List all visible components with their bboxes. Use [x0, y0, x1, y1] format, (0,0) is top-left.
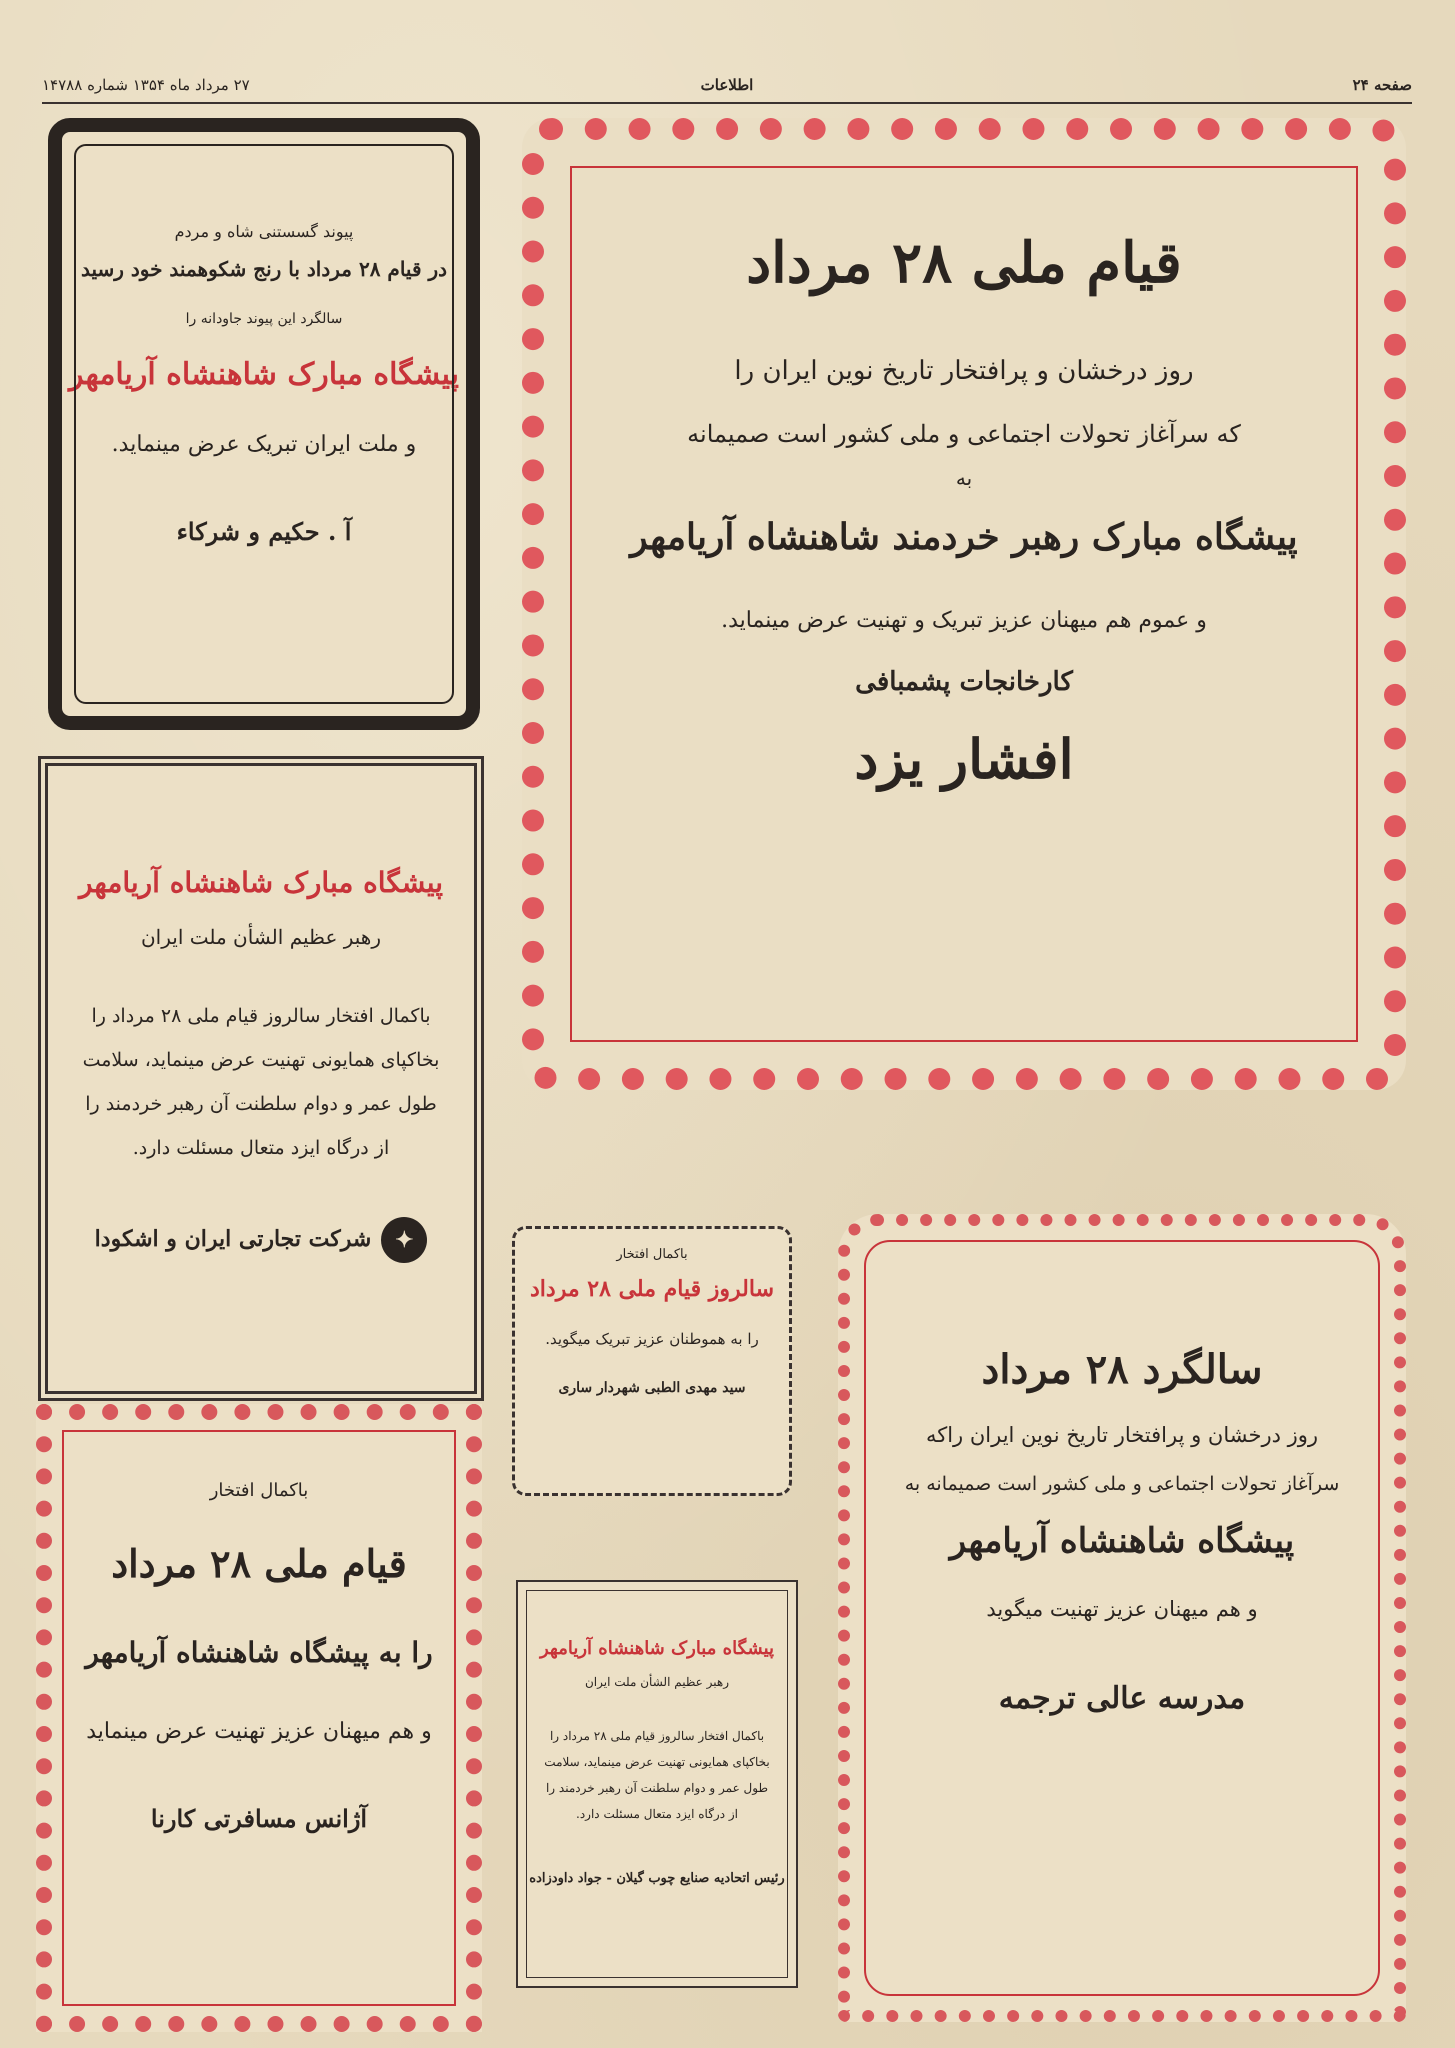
ad-signature: افشار یزد: [854, 727, 1074, 791]
ad-translation-school: [838, 1214, 1406, 2022]
ad-frame: [74, 144, 454, 704]
ad-frame: [62, 1430, 456, 2006]
ad-line: و ملت ایران تبریک عرض مینماید.: [111, 432, 417, 457]
ad-sari-mayor: [512, 1226, 792, 1496]
ad-afshar-yazd: [522, 118, 1406, 1090]
ad-line: رهبر عظیم الشأن ملت ایران: [584, 1675, 730, 1689]
ad-signature: شرکت تجارتی ایران و اشکودا: [94, 1226, 372, 1252]
ad-karna: [36, 1404, 482, 2032]
ad-line: و عموم هم میهنان عزیز تبریک و تهنیت عرض مینماید.: [721, 608, 1207, 633]
ad-gilan-wood: [516, 1580, 798, 1988]
ad-headline: پیشگاه مبارک شاهنشاه آریامهر: [68, 357, 460, 392]
ad-frame: [864, 1240, 1380, 1996]
ad-line: طول عمر و دوام سلطنت آن رهبر خردمند را: [545, 1781, 769, 1795]
ad-line: از درگاه ایزد متعال مسئلت دارد.: [132, 1137, 390, 1159]
newspaper-name: اطلاعات: [700, 76, 754, 94]
ad-line: سرآغاز تحولات اجتماعی و ملی کشور است صمیمانه به: [904, 1473, 1340, 1495]
ad-headline: سالروز قیام ملی ۲۸ مرداد: [529, 1276, 775, 1302]
ad-line: باکمال افتخار سالروز قیام ملی ۲۸ مرداد را: [91, 1005, 431, 1027]
ad-line: باکمال افتخار: [616, 1247, 688, 1262]
ad-line: باکمال افتخار سالروز قیام ملی ۲۸ مرداد را: [549, 1729, 765, 1743]
ad-headline: پیشگاه مبارک شاهنشاه آریامهر: [78, 866, 444, 899]
ad-frame: [570, 166, 1358, 1042]
ad-signature: مدرسه عالی ترجمه: [998, 1681, 1246, 1716]
ad-line: را به پیشگاه شاهنشاه آریامهر: [85, 1636, 433, 1669]
ad-signature: رئیس اتحادیه صنایع چوب گیلان - جواد داودزاده: [529, 1871, 785, 1886]
ad-line: سالگرد این پیوند جاودانه را: [185, 311, 343, 327]
ad-signature: آژانس مسافرتی کارنا: [150, 1804, 368, 1833]
issue-date: ۲۷ مرداد ماه ۱۳۵۴ شماره ۱۴۷۸۸: [42, 76, 250, 94]
ad-line: و هم میهنان عزیز تهنیت عرض مینماید: [86, 1719, 432, 1744]
ad-line: پیشگاه شاهنشاه آریامهر: [949, 1521, 1295, 1561]
ad-frame: [526, 1590, 788, 1978]
ad-headline: قیام ملی ۲۸ مرداد: [746, 230, 1182, 296]
ad-line: رهبر عظیم الشأن ملت ایران: [140, 925, 382, 949]
ad-line: باکمال افتخار: [209, 1480, 309, 1501]
ad-line: از درگاه ایزد متعال مسئلت دارد.: [576, 1807, 738, 1821]
ad-skoda: [38, 756, 484, 1401]
ad-line: کارخانجات پشمبافی: [855, 667, 1073, 697]
ad-line: که سرآغاز تحولات اجتماعی و ملی کشور است صمیمانه: [687, 420, 1241, 448]
ad-line: بخاکپای همایونی تهنیت عرض مینماید، سلامت: [544, 1755, 770, 1769]
skoda-logo-icon: ✦: [381, 1217, 427, 1263]
ad-headline: سالگرد ۲۸ مرداد: [981, 1346, 1263, 1393]
ad-line: روز درخشان و پرافتخار تاریخ نوین ایران راکه: [925, 1423, 1319, 1447]
ad-line: به: [955, 466, 973, 490]
ad-signature: آ . حکیم و شرکاء: [176, 517, 352, 546]
ad-line: در قیام ۲۸ مرداد با رنج شکوهمند خود رسید: [80, 257, 448, 281]
ad-line: پیوند گسستنی شاه و مردم: [174, 222, 354, 241]
ad-line: روز درخشان و پرافتخار تاریخ نوین ایران را: [734, 356, 1194, 386]
ad-line: را به هموطنان عزیز تبریک میگوید.: [545, 1330, 759, 1348]
ad-line: طول عمر و دوام سلطنت آن رهبر خردمند را: [85, 1093, 437, 1115]
page-header: [42, 66, 1412, 104]
ad-line: پیشگاه مبارک رهبر خردمند شاهنشاه آریامهر: [630, 516, 1298, 558]
ad-line: بخاکپای همایونی تهنیت عرض مینماید، سلامت: [82, 1049, 440, 1071]
ad-headline: پیشگاه مبارک شاهنشاه آریامهر: [539, 1638, 775, 1659]
ad-line: و هم میهنان عزیز تهنیت میگوید: [986, 1597, 1258, 1621]
page-number: صفحه ۲۴: [1352, 76, 1412, 94]
ad-signature: سید مهدی الطبی شهردار ساری: [558, 1380, 746, 1396]
ad-headline: قیام ملی ۲۸ مرداد: [111, 1541, 407, 1586]
ad-signature-row: [48, 1217, 474, 1263]
ad-hakim: [48, 118, 480, 730]
